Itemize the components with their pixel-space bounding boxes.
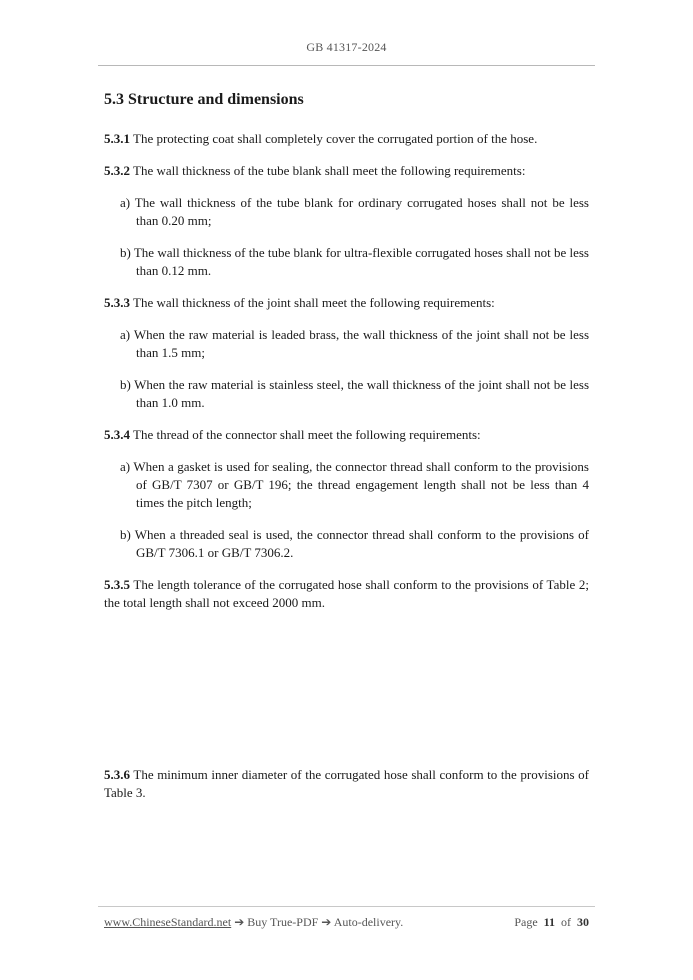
buy-text: Buy True-PDF <box>244 915 322 929</box>
page-header <box>0 40 693 55</box>
clause-5-3-5 <box>104 576 589 612</box>
clause-5-3-6 <box>104 766 589 802</box>
footer-divider <box>98 906 595 907</box>
clause-text: The wall thickness of the tube blank shall meet the following requirements: <box>130 163 526 178</box>
page-total: 30 <box>577 915 589 929</box>
page-number: 11 <box>543 915 555 929</box>
clause-number: 5.3.5 <box>104 577 130 592</box>
page-label: Page <box>514 915 538 929</box>
clause-5-3-4 <box>104 426 589 444</box>
clause-number: 5.3.4 <box>104 427 130 442</box>
list-item: a) The wall thickness of the tube blank for ordinary corrugated hoses shall not be less than 0.20 mm; <box>120 195 589 228</box>
clause-5-3-2 <box>104 162 589 180</box>
document-id: GB 41317-2024 <box>306 40 387 54</box>
arrow-icon: ➔ <box>234 915 245 929</box>
list-item: b) When a threaded seal is used, the connector thread shall conform to the provisions of GB/T 7306.1 or GB/T 7306.2. <box>120 527 589 560</box>
clause-5-3-1 <box>104 130 589 148</box>
table-placeholder-gap <box>104 626 589 766</box>
of-label: of <box>561 915 571 929</box>
header-divider <box>98 65 595 66</box>
clause-text: The wall thickness of the joint shall meet the following requirements: <box>130 295 495 310</box>
clause-number: 5.3.2 <box>104 163 130 178</box>
delivery-text: Auto-delivery. <box>331 915 404 929</box>
clause-5-3-3 <box>104 294 589 312</box>
list-item: a) When a gasket is used for sealing, the connector thread shall conform to the provisions of GB/T 7307 or GB/T 196; the thread engagement length shall not be less than 4 times the pitch length; <box>120 459 589 510</box>
clause-number: 5.3.6 <box>104 767 130 782</box>
page-body <box>104 89 589 816</box>
page-indicator <box>514 915 589 930</box>
clause-number: 5.3.1 <box>104 131 130 146</box>
section-title: 5.3 Structure and dimensions <box>104 91 304 108</box>
list-item: b) When the raw material is stainless steel, the wall thickness of the joint shall not be less than 1.0 mm. <box>120 377 589 410</box>
site-link[interactable]: www.ChineseStandard.net <box>104 915 232 929</box>
clause-text: The minimum inner diameter of the corrugated hose shall conform to the provisions of Table 3. <box>104 767 589 800</box>
clause-text: The protecting coat shall completely cover the corrugated portion of the hose. <box>130 131 538 146</box>
clause-text: The thread of the connector shall meet the following requirements: <box>130 427 481 442</box>
footer-promo <box>104 915 403 930</box>
clause-text: The length tolerance of the corrugated hose shall conform to the provisions of Table 2; the total length shall not exceed 2000 mm. <box>104 577 589 610</box>
clause-number: 5.3.3 <box>104 295 130 310</box>
list-item: a) When the raw material is leaded brass, the wall thickness of the joint shall not be less than 1.5 mm; <box>120 327 589 360</box>
list-item: b) The wall thickness of the tube blank for ultra-flexible corrugated hoses shall not be less than 0.12 mm. <box>120 245 589 278</box>
arrow-icon: ➔ <box>321 915 332 929</box>
